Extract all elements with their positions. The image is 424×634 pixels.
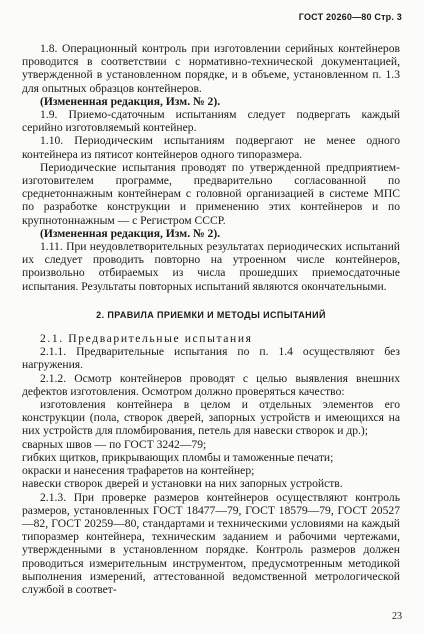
- paragraph-2-1-3: 2.1.3. При проверке размеров контейнеров осуществляют контроль размеров, установленных ГОСТ 18477—79, ГОСТ 18579—79, ГОСТ 20527—82, ГОСТ 20259—80, стандартами и техническими условиями на каждый типоразмер контейнера, техническим заданием и рабочими чертежами, утвержденными в установленном порядке. Контроль размеров должен проводиться измерительным инструментом, предусмотренным методикой выполнения измерений, аттестованной ведомственной метрологической службой в соответ-: [22, 490, 400, 596]
- page-header: ГОСТ 20260—80 Стр. 3: [298, 12, 402, 22]
- revision-note: (Измененная редакция, Изм. № 2).: [40, 226, 221, 240]
- document-body: [22, 42, 400, 596]
- paragraph-2-1: 2.1. Предварительные испытания: [40, 332, 253, 346]
- inspection-item: гибких щитков, прикрывающих пломбы и таможенные печати;: [22, 450, 334, 464]
- paragraph-2-1-2: 2.1.2. Осмотр контейнеров проводят с целью выявления внешних дефектов изготовления. Осмотром должно проверяться качество:: [22, 371, 400, 398]
- inspection-item: навески створок дверей и установки на них запорных устройств.: [22, 477, 343, 491]
- paragraph-1-10: 1.10. Периодическим испытаниям подвергают не менее одного контейнера из пятисот контейнеров одного типоразмера.: [22, 134, 400, 161]
- page-number: 23: [392, 611, 402, 622]
- paragraph-1-9: 1.9. Приемо-сдаточным испытаниям следует подвергать каждый серийно изготовляемый контейнер.: [22, 108, 400, 135]
- paragraph-1-11: 1.11. При неудовлетворительных результатах периодических испытаний их следует проводить повторно на утроенном числе контейнеров, произвольно отбираемых из числа прошедших приемосдаточные испытания. Результаты повторных испытаний являются окончательными.: [22, 240, 400, 293]
- inspection-item: сварных швов — по ГОСТ 3242—79;: [22, 437, 207, 451]
- section-title: 2. ПРАВИЛА ПРИЕМКИ И МЕТОДЫ ИСПЫТАНИЙ: [96, 309, 326, 320]
- revision-note: (Измененная редакция, Изм. № 2).: [40, 94, 221, 108]
- inspection-item: изготовления контейнера в целом и отдельных элементов его конструкции (пола, створок дверей, запорных устройств и имеющихся на них устройств для пломбирования, петель для навески створок и др.);: [22, 398, 400, 438]
- inspection-item: окраски и нанесения трафаретов на контейнер;: [22, 464, 255, 478]
- paragraph-periodic: Периодические испытания проводят по утвержденной предприятием-изготовителем программе, предварительно согласованной по среднетоннажным контейнерам с головной организацией в системе МПС по разработке конструкции и применению этих контейнеров и по крупнотоннажным — с Регистром СССР.: [22, 160, 400, 227]
- paragraph-1-8: 1.8. Операционный контроль при изготовлении серийных контейнеров проводится в соответствии с нормативно-технической документацией, утвержденной в установленном порядке, и в объеме, установленном п. 1.3 для опытных образцов контейнеров.: [22, 42, 400, 95]
- paragraph-2-1-1: 2.1.1. Предварительные испытания по п. 1.4 осуществляют без нагружения.: [22, 345, 400, 372]
